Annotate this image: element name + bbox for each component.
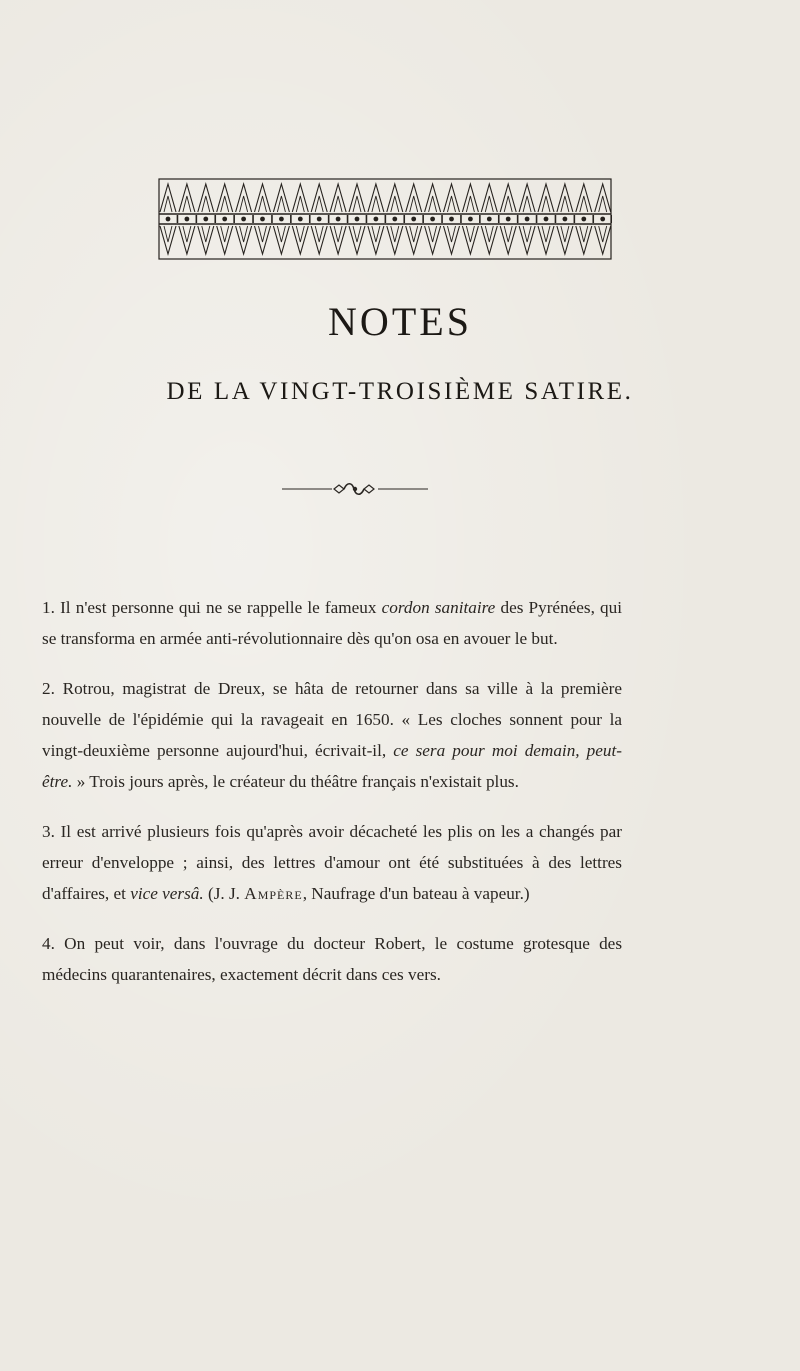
page-title: NOTES (328, 299, 472, 344)
ornamental-band (158, 178, 612, 260)
note-text: (J. J. (203, 884, 245, 903)
fleuron-divider (280, 477, 430, 501)
note-author: Ampère (244, 884, 303, 903)
notes-body (42, 592, 622, 1009)
note-text: On peut voir, dans l'ouvrage du docteur Robert, le costume grotesque des médecins quarantenaires, exactement décrit dans ces vers. (42, 934, 623, 984)
note-text: Il n'est personne qui ne se rappelle le fameux (60, 598, 382, 617)
note-number: 4. (42, 934, 55, 953)
note-4 (42, 928, 622, 990)
note-number: 2. (42, 679, 55, 698)
note-number: 3. (42, 822, 55, 841)
page-subtitle: DE LA VINGT-TROISIÈME SATIRE. (166, 378, 634, 405)
note-3 (42, 816, 622, 909)
note-number: 1. (42, 598, 55, 617)
note-text: Rotrou, magistrat de Dreux, se hâta de retourner dans sa ville à la première nouvelle de l'épidémie qui la ravageait en 1650. « Les cloches sonnent pour la vingt-deuxième personne aujourd'hui, écrivait-il, (42, 679, 622, 760)
note-text: » Trois jours après, le créateur du théâtre français n'existait plus. (72, 772, 519, 791)
note-italic: ce sera pour moi demain, peut-être. (42, 741, 622, 791)
note-text: , Naufrage d'un bateau à vapeur.) (302, 884, 530, 903)
note-text: des Pyrénées, qui se transforma en armée anti-révolutionnaire dès qu'on osa en avouer le but. (42, 598, 623, 648)
note-2 (42, 673, 622, 797)
note-text: Il est arrivé plusieurs fois qu'après avoir décacheté les plis on les a changés par erreur d'enveloppe ; ainsi, des lettres d'amour ont été substituées à des lettres d'affaires, et (42, 822, 623, 903)
note-italic: cordon sanitaire (381, 598, 496, 617)
note-italic: vice versâ. (130, 884, 204, 903)
note-1 (42, 592, 622, 654)
